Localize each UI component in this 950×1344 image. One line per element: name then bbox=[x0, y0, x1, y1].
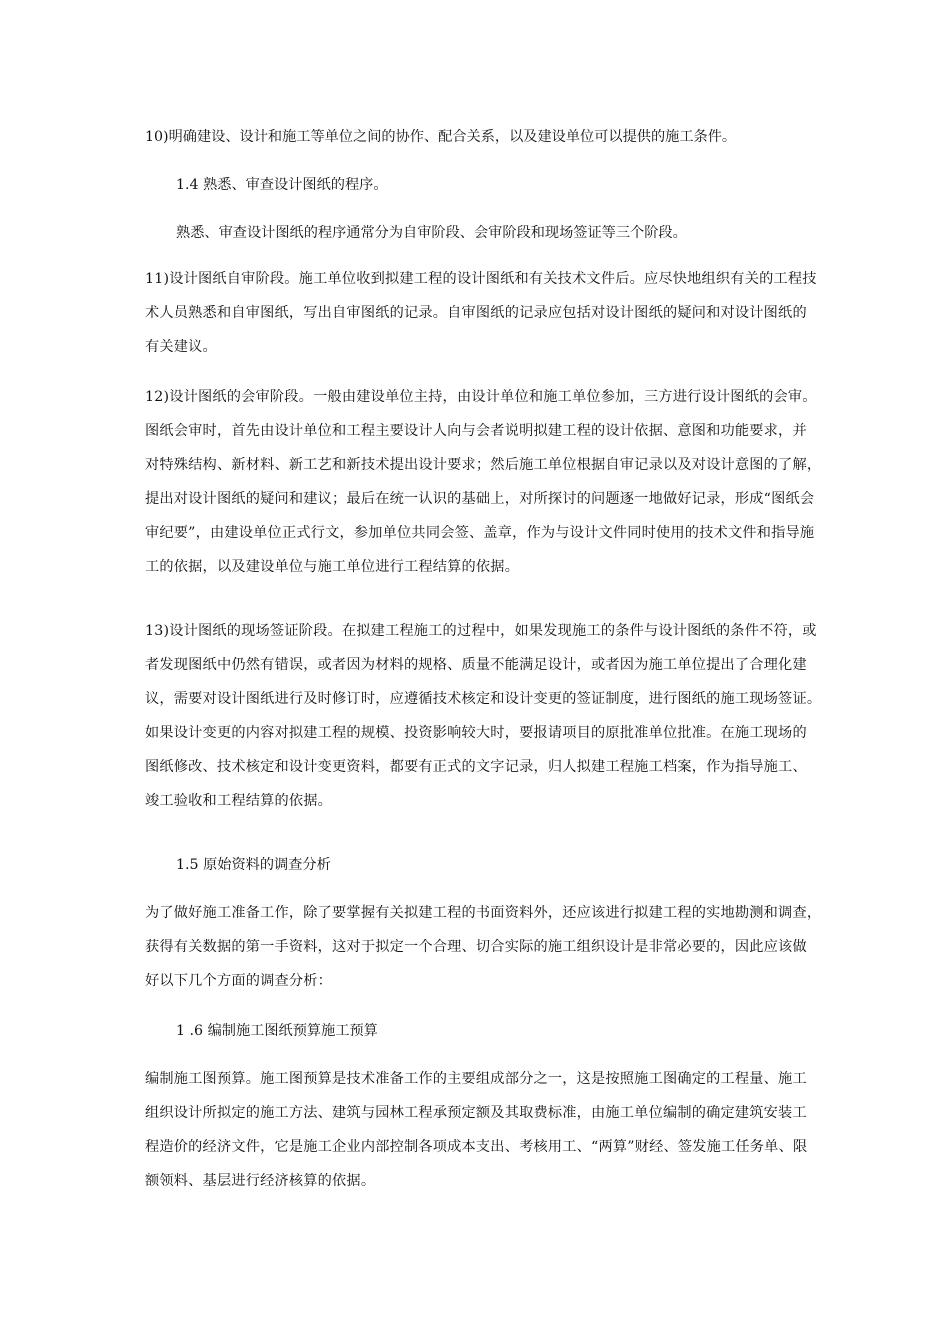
paragraph-13-line: 议，需要对设计图纸进行及时修订时，应遵循技术核定和设计变更的签证制度，进行图纸的施工现场签证。 bbox=[145, 691, 822, 707]
paragraph-11-line: 术人员熟悉和自审图纸，写出自审图纸的记录。自审图纸的记录应包括对设计图纸的疑问和对设计图纸的 bbox=[145, 305, 807, 321]
paragraph-13-line: 13)设计图纸的现场签证阶段。在拟建工程施工的过程中，如果发现施工的条件与设计图纸的条件不符，或 bbox=[145, 623, 817, 639]
paragraph-13-line: 如果设计变更的内容对拟建工程的规模、投资影响较大时，要报请项目的原批准单位批准。在施工现场的 bbox=[145, 725, 807, 741]
paragraph-11-line: 有关建议。 bbox=[145, 339, 217, 355]
paragraph-1-5-line: 为了做好施工准备工作，除了要掌握有关拟建工程的书面资料外，还应该进行拟建工程的实地勘测和调查， bbox=[145, 905, 822, 921]
paragraph-12-line: 图纸会审时，首先由设计单位和工程主要设计人向与会者说明拟建工程的设计依据、意图和功能要求，并 bbox=[145, 423, 807, 439]
paragraph-1-6 bbox=[145, 1062, 807, 1198]
section-heading-1-4: 1.4 熟悉、审查设计图纸的程序。 bbox=[176, 177, 388, 193]
paragraph-12-line: 对特殊结构、新材料、新工艺和新技术提出设计要求；然后施工单位根据自审记录以及对设计意图的了解， bbox=[145, 457, 822, 473]
paragraph-12-line: 工的依据，以及建设单位与施工单位进行工程结算的依据。 bbox=[145, 559, 520, 575]
paragraph-1-6-line: 编制施工图预算。施工图预算是技术准备工作的主要组成部分之一，这是按照施工图确定的工程量、施工 bbox=[145, 1071, 807, 1087]
paragraph-1-6-line: 程造价的经济文件，它是施工企业内部控制各项成本支出、考核用工、“两算”财经、签发施工任务单、限 bbox=[145, 1139, 808, 1155]
paragraph-10: 10)明确建设、设计和施工等单位之间的协作、配合关系，以及建设单位可以提供的施工条件。 bbox=[145, 129, 737, 145]
section-heading-1-6: 1 .6 编制施工图纸预算施工预算 bbox=[176, 1023, 378, 1039]
paragraph-11 bbox=[145, 262, 817, 364]
paragraph-1-6-line: 组织设计所拟定的施工方法、建筑与园林工程承预定额及其取费标准，由施工单位编制的确定建筑安装工 bbox=[145, 1105, 807, 1121]
paragraph-13-line: 竣工验收和工程结算的依据。 bbox=[145, 793, 333, 809]
paragraph-12-line: 12)设计图纸的会审阶段。一般由建设单位主持，由设计单位和施工单位参加，三方进行设计图纸的会审。 bbox=[145, 389, 817, 405]
paragraph-13-line: 图纸修改、技术核定和设计变更资料，都要有正式的文字记录，归人拟建工程施工档案，作为指导施工、 bbox=[145, 759, 807, 775]
paragraph-13-line: 者发现图纸中仍然有错误，或者因为材料的规格、质量不能满足设计，或者因为施工单位提出了合理化建 bbox=[145, 657, 807, 673]
paragraph-1-5 bbox=[145, 896, 822, 998]
section-heading-1-5: 1.5 原始资料的调查分析 bbox=[176, 857, 331, 873]
paragraph-12-line: 审纪要”，由建设单位正式行文，参加单位共同会签、盖章，作为与设计文件同时使用的技术文件和指导施 bbox=[145, 525, 815, 541]
paragraph-1-5-line: 获得有关数据的第一手资料，这对于拟定一个合理、切合实际的施工组织设计是非常必要的，因此应该做 bbox=[145, 939, 807, 955]
paragraph-11-line: 11)设计图纸自审阶段。施工单位收到拟建工程的设计图纸和有关技术文件后。应尽快地组织有关的工程技 bbox=[145, 271, 817, 287]
section-intro-1-4: 熟悉、审查设计图纸的程序通常分为自审阶段、会审阶段和现场签证等三个阶段。 bbox=[176, 225, 687, 241]
paragraph-1-5-line: 好以下几个方面的调查分析： bbox=[145, 973, 333, 989]
paragraph-12-line: 提出对设计图纸的疑问和建议；最后在统一认识的基础上，对所探讨的问题逐一地做好记录，形成“图纸会 bbox=[145, 491, 815, 507]
paragraph-13 bbox=[145, 614, 822, 818]
paragraph-12 bbox=[145, 380, 822, 584]
paragraph-1-6-line: 额领料、基层进行经济核算的依据。 bbox=[145, 1173, 376, 1189]
